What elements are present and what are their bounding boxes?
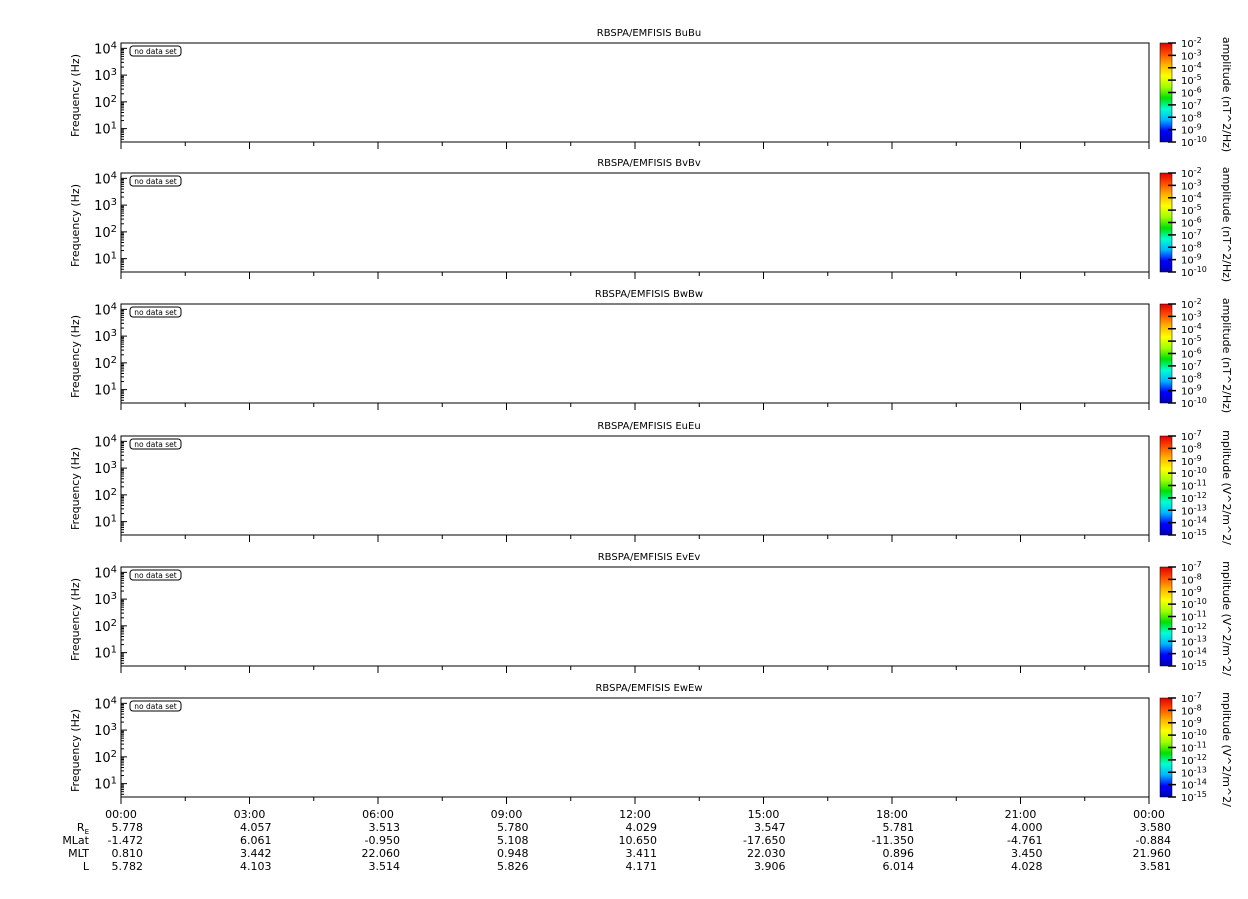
colorbar-tick-label: $10^{-3}$ [1181,178,1202,193]
spectrogram-panel [69,28,1233,152]
colorbar-tick-label: $10^{-10}$ [1181,396,1207,410]
x-tick-label: 09:00 [490,808,523,821]
colorbar-tick-label: $10^{-13}$ [1181,634,1207,649]
ephemeris-row [68,847,1171,860]
ephemeris-value: 3.547 [754,821,786,834]
ephemeris-value: -4.761 [1007,834,1043,847]
y-axis-label: Frequency (Hz) [69,709,82,792]
colorbar-tick-label: $10^{-5}$ [1181,334,1202,349]
ephemeris-value: 22.060 [361,847,400,860]
panel-title: RBSPA/EMFISIS EuEu [597,421,701,432]
colorbar-tick-label: $10^{-15}$ [1181,659,1207,673]
colorbar-tick-label: $10^{-2}$ [1181,166,1202,180]
colorbar-tick-label: $10^{-12}$ [1181,752,1207,767]
colorbar-tick-label: $10^{-5}$ [1181,73,1202,88]
colorbar-tick-label: $10^{-9}$ [1181,252,1202,267]
ephemeris-value: 5.826 [497,860,529,873]
panels [69,28,1233,807]
y-tick-label: $10^2$ [94,748,117,766]
ephemeris-value: 5.778 [111,821,143,834]
x-tick-label: 03:00 [233,808,266,821]
colorbar-tick-label: $10^{-7}$ [1181,227,1202,242]
colorbar [1160,560,1233,676]
y-tick-label: $10^3$ [94,197,117,215]
ephemeris-value: 3.450 [1011,847,1043,860]
ephemeris-value: -0.884 [1135,834,1171,847]
colorbar-tick-label: $10^{-11}$ [1181,478,1207,493]
y-tick-label: $10^4$ [94,564,117,582]
y-tick-label: $10^3$ [94,591,117,609]
colorbar-tick-label: $10^{-3}$ [1181,48,1202,63]
ephemeris-value: 4.028 [1011,860,1043,873]
x-tick-label: 15:00 [747,808,780,821]
colorbar-tick-label: $10^{-13}$ [1181,503,1207,518]
ephemeris-value: 0.810 [111,847,143,860]
y-tick-label: $10^1$ [94,250,117,268]
colorbar-tick-label: $10^{-14}$ [1181,515,1207,530]
ephemeris-value: 0.948 [497,847,529,860]
colorbar [1160,429,1233,545]
colorbar-tick-label: $10^{-7}$ [1181,691,1202,705]
colorbar-tick-label: $10^{-8}$ [1181,441,1202,456]
colorbar-tick-label: $10^{-9}$ [1181,383,1202,398]
x-tick-label: 18:00 [876,808,908,821]
annotation-text: no data set [134,308,177,317]
no-data-annotation [130,307,181,317]
y-tick-label: $10^3$ [94,722,117,740]
spectrogram-panel [69,158,1233,282]
y-tick-label: $10^1$ [94,513,117,531]
ephemeris-value: 3.580 [1139,821,1171,834]
ephemeris-row-label: $R_E$ [76,821,89,836]
y-tick-label: $10^3$ [94,460,117,478]
ephemeris-value: 0.896 [882,847,914,860]
ephemeris-value: 4.057 [240,821,272,834]
x-tick-label: 00:00 [105,808,137,821]
colorbar [1160,166,1233,282]
colorbar-tick-label: $10^{-2}$ [1181,297,1202,311]
colorbar [1160,297,1233,413]
panel-title: RBSPA/EMFISIS EvEv [597,552,701,563]
plot-area [121,173,1149,272]
y-axis-label: Frequency (Hz) [69,578,82,661]
colorbar-tick-label: $10^{-5}$ [1181,203,1202,218]
colorbar-tick-label: $10^{-4}$ [1181,321,1202,336]
colorbar-label: mplitude (V^2/m^2/ [1220,430,1233,545]
ephemeris-value: 21.960 [1132,847,1171,860]
colorbar-tick-label: $10^{-13}$ [1181,765,1207,780]
ephemeris-value: 22.030 [747,847,786,860]
y-tick-label: $10^2$ [94,617,117,635]
spectrogram-panel [69,683,1233,807]
colorbar-tick-label: $10^{-11}$ [1181,609,1207,624]
ephemeris-value: 4.103 [240,860,272,873]
colorbar-label: mplitude (V^2/m^2/ [1220,561,1233,676]
spectrogram-panel [69,421,1233,545]
ephemeris-row [83,860,1171,873]
colorbar-tick-label: $10^{-10}$ [1181,135,1207,149]
y-tick-label: $10^1$ [94,120,117,138]
ephemeris-value: 4.171 [625,860,657,873]
no-data-annotation [130,46,181,56]
ephemeris-value: 6.061 [240,834,272,847]
colorbar-tick-label: $10^{-8}$ [1181,703,1202,718]
x-tick-label: 12:00 [619,808,651,821]
y-tick-label: $10^2$ [94,486,117,504]
y-axis-label: Frequency (Hz) [69,447,82,530]
annotation-text: no data set [134,571,177,580]
ephemeris-row-label: L [82,860,89,873]
y-tick-label: $10^3$ [94,328,117,346]
colorbar [1160,691,1233,807]
ephemeris-value: 3.581 [1139,860,1171,873]
colorbar-label: amplitude (nT^2/Hz) [1220,166,1233,283]
x-tick-label: 06:00 [362,808,394,821]
ephemeris-value: 3.442 [240,847,272,860]
ephemeris-value: -11.350 [871,834,914,847]
y-tick-label: $10^4$ [94,301,117,319]
panel-title: RBSPA/EMFISIS BvBv [597,158,701,169]
colorbar-tick-label: $10^{-10}$ [1181,728,1207,743]
panel-title: RBSPA/EMFISIS EwEw [595,683,703,694]
colorbar-tick-label: $10^{-4}$ [1181,60,1202,75]
ephemeris-value: 3.906 [754,860,786,873]
plot-area [121,43,1149,142]
colorbar-tick-label: $10^{-15}$ [1181,528,1207,542]
y-axis-label: Frequency (Hz) [69,184,82,267]
colorbar-tick-label: $10^{-7}$ [1181,560,1202,574]
ephemeris-value: 3.514 [368,860,400,873]
colorbar-tick-label: $10^{-12}$ [1181,490,1207,505]
plot-area [121,304,1149,403]
ephemeris-value: 3.513 [368,821,400,834]
colorbar-tick-label: $10^{-7}$ [1181,97,1202,112]
colorbar-label: mplitude (V^2/m^2/ [1220,692,1233,807]
plot-area [121,436,1149,535]
no-data-annotation [130,176,181,186]
annotation-text: no data set [134,702,177,711]
y-tick-label: $10^3$ [94,67,117,85]
no-data-annotation [130,570,181,580]
colorbar-tick-label: $10^{-8}$ [1181,240,1202,255]
ephemeris-row-label: MLat [62,834,89,847]
time-axis-labels [62,808,1171,873]
colorbar-tick-label: $10^{-12}$ [1181,621,1207,636]
colorbar-tick-label: $10^{-3}$ [1181,309,1202,324]
annotation-text: no data set [134,47,177,56]
colorbar-tick-label: $10^{-7}$ [1181,429,1202,443]
colorbar-tick-label: $10^{-2}$ [1181,36,1202,50]
colorbar-label: amplitude (nT^2/Hz) [1220,297,1233,414]
colorbar-tick-label: $10^{-11}$ [1181,740,1207,755]
colorbar-tick-label: $10^{-4}$ [1181,190,1202,205]
colorbar-tick-label: $10^{-9}$ [1181,584,1202,599]
y-axis-label: Frequency (Hz) [69,54,82,137]
y-tick-label: $10^4$ [94,433,117,451]
ephemeris-value: 4.029 [625,821,657,834]
ephemeris-value: 10.650 [618,834,657,847]
ephemeris-value: 5.782 [111,860,143,873]
colorbar-tick-label: $10^{-8}$ [1181,572,1202,587]
no-data-annotation [130,701,181,711]
y-tick-label: $10^1$ [94,644,117,662]
y-tick-label: $10^4$ [94,695,117,713]
colorbar-tick-label: $10^{-10}$ [1181,265,1207,279]
ephemeris-value: -0.950 [364,834,400,847]
annotation-text: no data set [134,440,177,449]
ephemeris-value: 4.000 [1011,821,1043,834]
ephemeris-value: -1.472 [107,834,143,847]
y-tick-label: $10^2$ [94,354,117,372]
plot-area [121,698,1149,797]
y-tick-label: $10^4$ [94,40,117,58]
colorbar-tick-label: $10^{-6}$ [1181,346,1202,361]
ephemeris-value: 3.411 [625,847,657,860]
colorbar-tick-label: $10^{-8}$ [1181,371,1202,386]
ephemeris-value: 6.014 [882,860,914,873]
ephemeris-value: -17.650 [743,834,786,847]
colorbar-tick-label: $10^{-9}$ [1181,453,1202,468]
y-tick-label: $10^2$ [94,93,117,111]
y-axis-label: Frequency (Hz) [69,315,82,398]
colorbar-tick-label: $10^{-8}$ [1181,110,1202,125]
panel-title: RBSPA/EMFISIS BwBw [594,289,704,300]
ephemeris-row [62,834,1171,847]
plot-area [121,567,1149,666]
colorbar-tick-label: $10^{-15}$ [1181,790,1207,804]
colorbar-tick-label: $10^{-9}$ [1181,122,1202,137]
colorbar-label: amplitude (nT^2/Hz) [1220,36,1233,153]
x-tick-label: 00:00 [1133,808,1165,821]
spectrogram-panel [69,552,1233,676]
annotation-text: no data set [134,177,177,186]
colorbar [1160,36,1233,152]
ephemeris-value: 5.780 [497,821,529,834]
ephemeris-row-label: MLT [68,847,89,860]
colorbar-tick-label: $10^{-10}$ [1181,597,1207,612]
y-tick-label: $10^4$ [94,170,117,188]
colorbar-tick-label: $10^{-9}$ [1181,715,1202,730]
y-tick-label: $10^2$ [94,223,117,241]
colorbar-tick-label: $10^{-7}$ [1181,358,1202,373]
colorbar-tick-label: $10^{-10}$ [1181,466,1207,481]
y-tick-label: $10^1$ [94,775,117,793]
y-tick-label: $10^1$ [94,381,117,399]
x-tick-label: 21:00 [1004,808,1037,821]
no-data-annotation [130,439,181,449]
panel-title: RBSPA/EMFISIS BuBu [596,28,702,39]
ephemeris-value: 5.781 [882,821,914,834]
colorbar-tick-label: $10^{-6}$ [1181,215,1202,230]
colorbar-tick-label: $10^{-6}$ [1181,85,1202,100]
spectrogram-panel [69,289,1233,413]
ephemeris-value: 5.108 [497,834,529,847]
colorbar-tick-label: $10^{-14}$ [1181,646,1207,661]
colorbar-tick-label: $10^{-14}$ [1181,777,1207,792]
